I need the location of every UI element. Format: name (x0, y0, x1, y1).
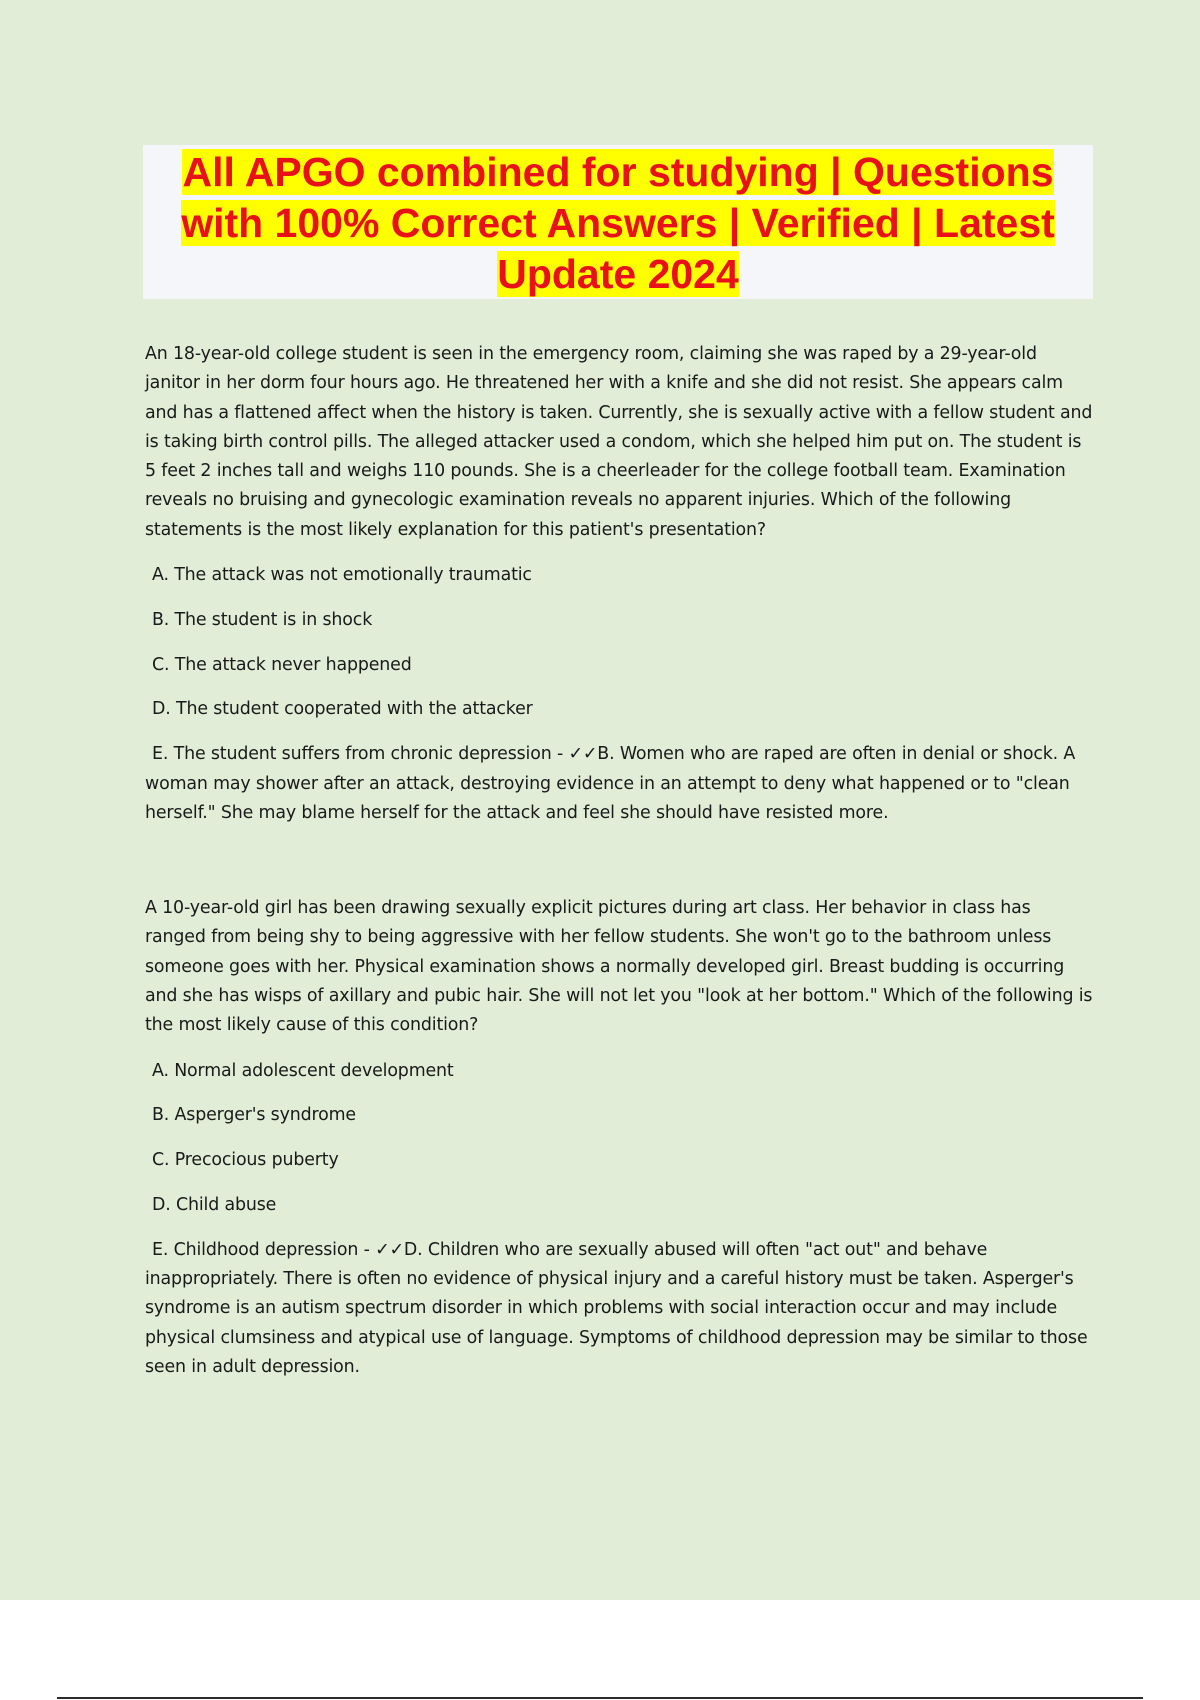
question-2-answer: E. Childhood depression - ✓✓D. Children who are sexually abused will often "act out" and behave inappropriately. There is often no evidence of physical injury and a careful history must be taken. Asperger's syndrome is an autism spectrum disorder in which problems with social interaction occur and may include physical clumsiness and atypical use of language. Symptoms of childhood depression may be similar to those seen in adult depression. (145, 1239, 1088, 1378)
question-2-stem: A 10-year-old girl has been drawing sexually explicit pictures during art class. Her behavior in class has ranged from being shy to being aggressive with her fellow students. She won't go to the bathroom unless someone goes with her. Physical examination shows a normally developed girl. Breast budding is occurring and she has wisps of axillary and pubic hair. She will not let you "look at her bottom." Which of the following is the most likely cause of this condition? (145, 898, 1093, 1036)
question-1-option-c: C. The attack never happened (152, 654, 412, 675)
question-2-option-a: A. Normal adolescent development (152, 1060, 454, 1081)
question-2-option-d: D. Child abuse (152, 1195, 277, 1216)
question-1-option-d: D. The student cooperated with the attacker (152, 699, 533, 720)
document-title (143, 145, 1093, 300)
footer-divider (57, 1697, 1143, 1699)
question-1-stem: An 18-year-old college student is seen in the emergency room, claiming she was raped by a 29-year-old janitor in her dorm four hours ago. He threatened her with a knife and she did not resist. She appears calm and has a flattened affect when the history is taken. Currently, she is sexually active with a fellow student and is taking birth control pills. The alleged attacker used a condom, which she helped him put on. The student is 5 feet 2 inches tall and weighs 110 pounds. She is a cheerleader for the college football team. Examination reveals no bruising and gynecologic examination reveals no apparent injuries. Which of the following statements is the most likely explanation for this patient's presentation? (145, 344, 1093, 540)
question-2-option-c: C. Precocious puberty (152, 1150, 339, 1171)
title-banner (143, 145, 1093, 299)
question-1 (145, 340, 1095, 828)
question-1-option-a: A. The attack was not emotionally traumatic (152, 565, 532, 586)
question-2 (145, 894, 1095, 1382)
document-content (145, 340, 1095, 1382)
question-1-answer: E. The student suffers from chronic depression - ✓✓B. Women who are raped are often in denial or shock. A woman may shower after an attack, destroying evidence in an attempt to deny what happened or to "clean herself." She may blame herself for the attack and feel she should have resisted more. (145, 744, 1076, 823)
question-1-option-b: B. The student is in shock (152, 609, 373, 630)
document-title-text: All APGO combined for studying | Questions with 100% Correct Answers | Verified | Latest Update 2024 (181, 149, 1055, 297)
question-2-option-b: B. Asperger's syndrome (152, 1105, 356, 1126)
